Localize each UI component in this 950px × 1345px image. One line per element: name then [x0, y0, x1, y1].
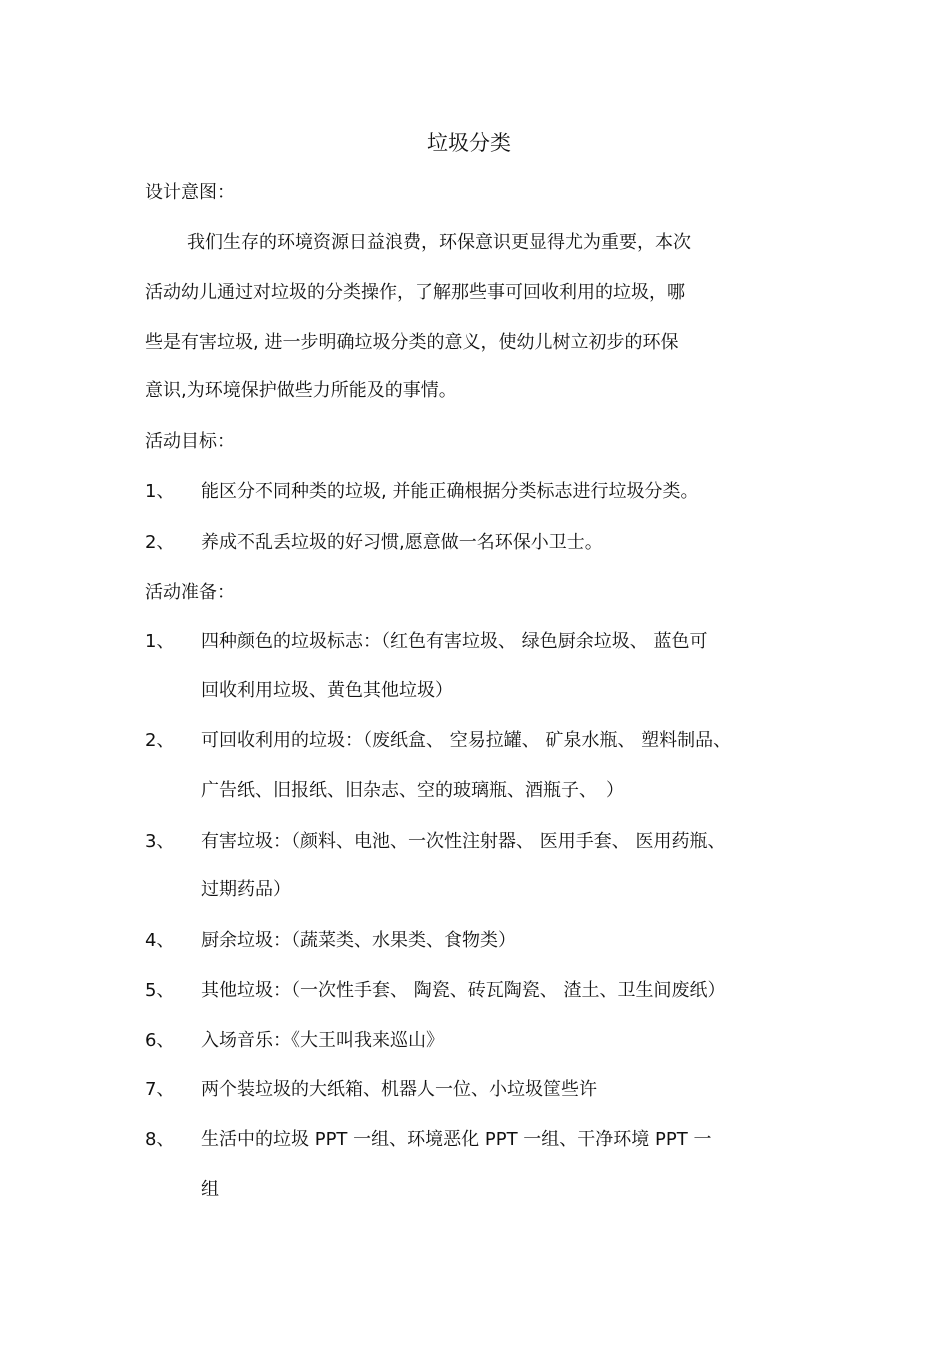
goal-number: 2、 [145, 532, 175, 553]
design-intent-line: 我们生存的环境资源日益浪费，环保意识更显得尤为重要，本次 [187, 232, 691, 253]
prep-text: 有害垃圾：（颜料、电池、一次性注射器、 医用手套、 医用药瓶、 [201, 831, 726, 852]
prep-text: 广告纸、旧报纸、旧杂志、空的玻璃瓶、酒瓶子、 ） [201, 780, 624, 801]
prep-text: 组 [201, 1179, 219, 1200]
prep-text: 四种颜色的垃圾标志：（红色有害垃圾、 绿色厨余垃圾、 蓝色可 [201, 631, 708, 652]
prep-text: 厨余垃圾：（蔬菜类、水果类、食物类） [201, 930, 516, 951]
design-intent-line: 些是有害垃圾, 进一步明确垃圾分类的意义，使幼儿树立初步的环保 [145, 332, 679, 353]
prep-number: 6、 [145, 1030, 175, 1051]
design-intent-line: 意识,为环境保护做些力所能及的事情。 [145, 380, 457, 401]
design-intent-heading: 设计意图： [145, 182, 235, 203]
prep-text: 可回收利用的垃圾：（废纸盒、 空易拉罐、 矿泉水瓶、 塑料制品、 [201, 730, 732, 751]
goals-heading: 活动目标： [145, 431, 235, 452]
prep-text: 回收利用垃圾、黄色其他垃圾） [201, 680, 453, 701]
prep-number: 2、 [145, 730, 175, 751]
prep-text: 其他垃圾：（一次性手套、 陶瓷、砖瓦陶瓷、 渣土、卫生间废纸） [201, 980, 726, 1001]
prep-number: 5、 [145, 980, 175, 1001]
prep-text: 过期药品） [201, 879, 291, 900]
prep-number: 7、 [145, 1079, 175, 1100]
prep-number: 8、 [145, 1129, 175, 1150]
prep-text: 两个装垃圾的大纸箱、机器人一位、小垃圾筐些许 [201, 1079, 597, 1100]
goal-text: 能区分不同种类的垃圾, 并能正确根据分类标志进行垃圾分类。 [201, 481, 699, 502]
prep-number: 1、 [145, 631, 175, 652]
goal-number: 1、 [145, 481, 175, 502]
prep-text: 入场音乐：《大王叫我来巡山》 [201, 1030, 444, 1051]
prep-number: 4、 [145, 930, 175, 951]
preparation-heading: 活动准备： [145, 582, 235, 603]
prep-number: 3、 [145, 831, 175, 852]
goal-text: 养成不乱丢垃圾的好习惯,愿意做一名环保小卫士。 [201, 532, 603, 553]
design-intent-line: 活动幼儿通过对垃圾的分类操作，了解那些事可回收利用的垃圾，哪 [145, 282, 685, 303]
prep-text: 生活中的垃圾 PPT 一组、环境恶化 PPT 一组、干净环境 PPT 一 [201, 1129, 712, 1150]
document-title: 垃圾分类 [427, 131, 511, 155]
